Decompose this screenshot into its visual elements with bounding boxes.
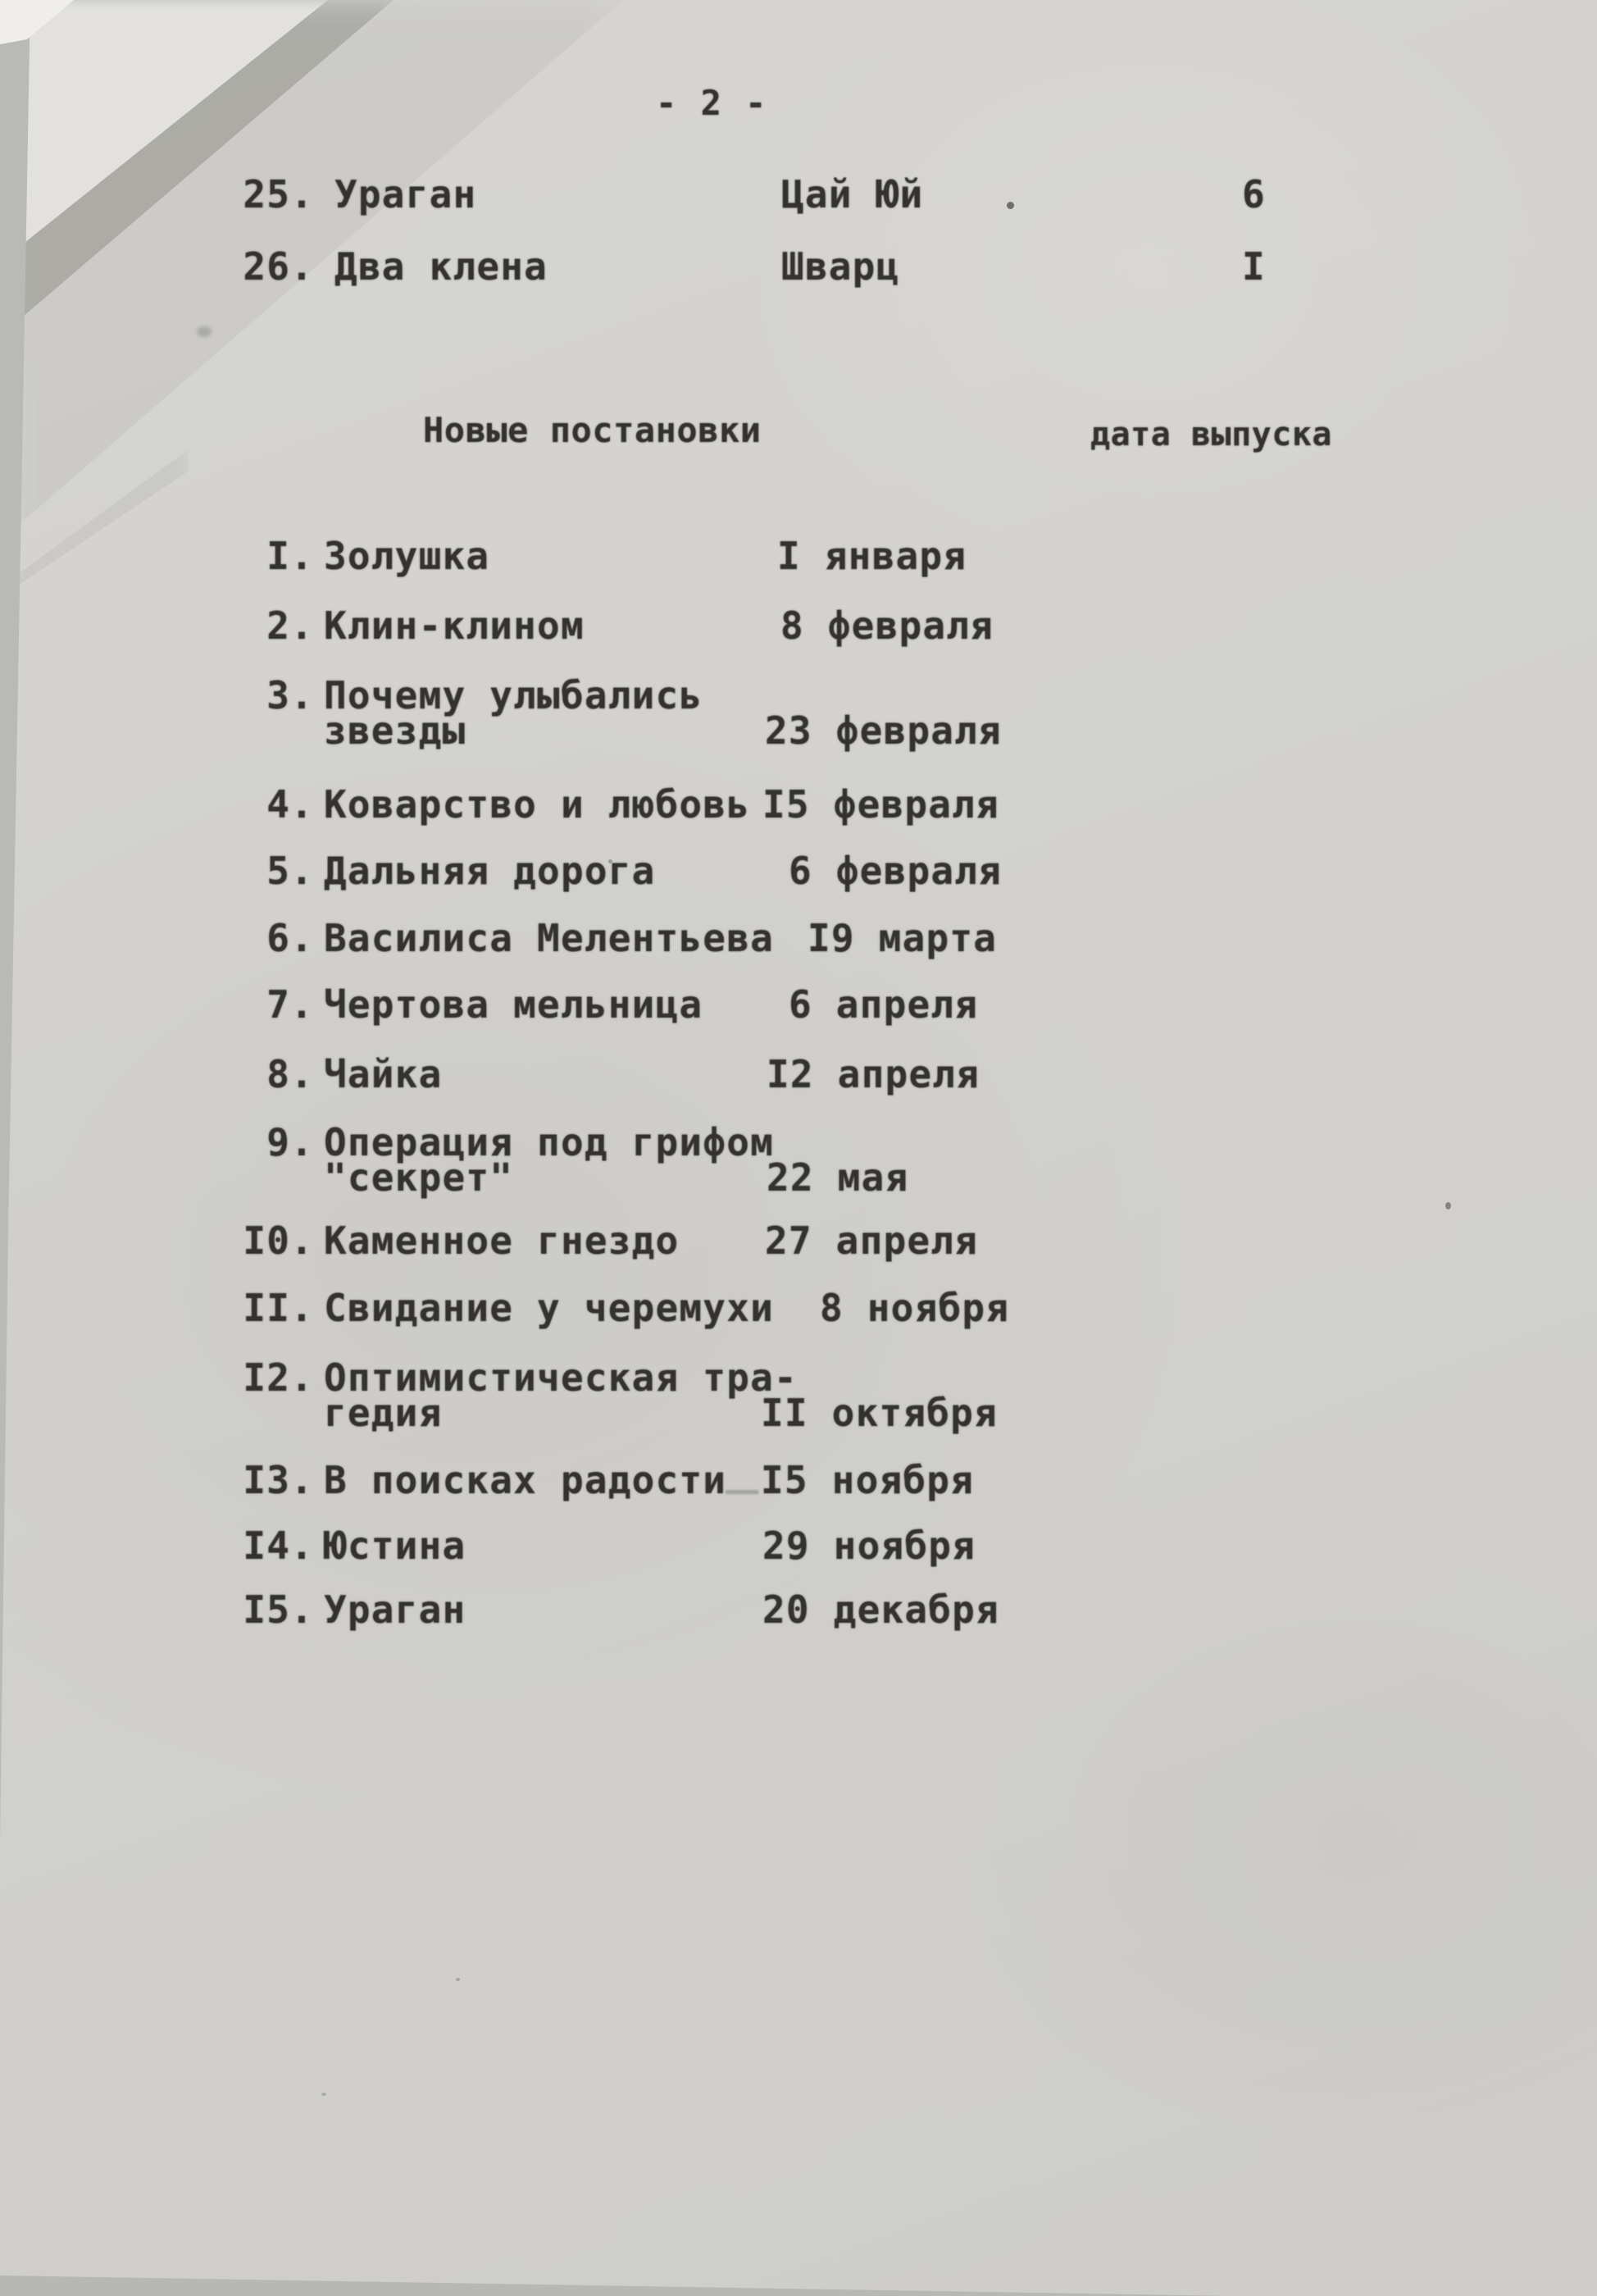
item-number: 3. [266, 673, 314, 718]
item-date: 8 ноября [820, 1286, 1010, 1330]
item-date: I9 марта [808, 916, 998, 960]
item-date: 29 ноября [762, 1524, 976, 1568]
item-number: I5. [243, 1588, 314, 1632]
item-title: Два клена [334, 244, 548, 289]
item-title: Чайка [324, 1052, 443, 1096]
item-count: I [1242, 244, 1266, 289]
item-number: 7. [266, 982, 314, 1027]
item-date: 23 февраля [765, 708, 1002, 753]
item-date: 22 мая [767, 1155, 909, 1200]
section-title: Новые постановки [423, 410, 762, 450]
item-number: I4. [243, 1524, 314, 1568]
item-title: Почему улыбались [324, 673, 703, 718]
item-number: 8. [266, 1052, 314, 1096]
item-title: Василиса Мелентьева [324, 916, 774, 960]
item-author: Цай Юй [781, 172, 924, 216]
item-number: 4. [266, 782, 314, 827]
item-date: I5 ноября [761, 1458, 975, 1502]
item-title-line2: гедия [324, 1391, 443, 1435]
item-count: 6 [1242, 172, 1266, 216]
item-date: I января [777, 534, 967, 578]
item-title: Операция под грифом [324, 1120, 774, 1164]
item-date: I2 апреля [767, 1052, 980, 1096]
item-title: Свидание у черемухи [324, 1286, 774, 1330]
item-number: I0. [243, 1219, 314, 1263]
item-title-line2: звезды [324, 708, 466, 753]
item-number: I. [266, 534, 314, 578]
item-title: Дальняя дорога [324, 849, 656, 893]
item-date: 27 апреля [765, 1219, 979, 1263]
item-author: Шварц [781, 244, 900, 289]
item-number: 9. [266, 1120, 314, 1164]
item-date: 8 февраля [780, 604, 994, 648]
item-number: 6. [266, 916, 314, 960]
date-column-header: дата выпуска [1090, 416, 1332, 453]
item-title: В поисках радости [324, 1458, 727, 1502]
page-number: - 2 - [656, 83, 768, 123]
item-title-line2: "секрет" [324, 1155, 514, 1200]
item-number: I3. [243, 1458, 314, 1502]
item-date: 6 апреля [789, 982, 979, 1027]
item-title: Юстина [324, 1524, 466, 1568]
item-title: Коварство и любовь [324, 782, 751, 827]
item-title: Ураган [334, 172, 477, 216]
item-number: 2. [266, 604, 314, 648]
item-title: Чертова мельница [324, 982, 703, 1027]
item-number: 5. [266, 849, 314, 893]
item-title: Каменное гнездо [324, 1219, 680, 1263]
item-number: 26. [243, 244, 314, 289]
item-title: Золушка [324, 534, 490, 578]
item-date: II октября [761, 1391, 998, 1435]
item-number: 25. [243, 172, 314, 216]
item-number: I2. [243, 1355, 314, 1400]
item-title: Клин-клином [324, 604, 585, 648]
item-title: Ураган [324, 1588, 466, 1632]
item-title: Оптимистическая тра- [324, 1355, 798, 1400]
item-number: II. [243, 1286, 314, 1330]
item-date: 6 февраля [789, 849, 1003, 893]
item-date: I5 февраля [762, 782, 999, 827]
item-date: 20 декабря [762, 1588, 999, 1632]
